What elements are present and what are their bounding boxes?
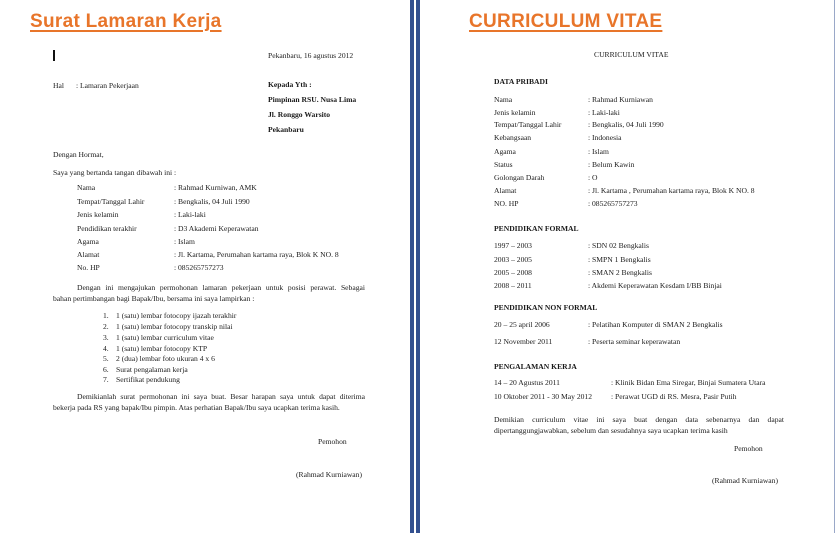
formal-school: : Akdemi Keperawatan Kesdam I/BB Binjai <box>588 281 722 290</box>
formal-school: : SMAN 2 Bengkalis <box>588 268 652 277</box>
experience-period: 10 Oktober 2011 - 30 May 2012 <box>494 392 593 401</box>
personal-label: Status <box>494 160 513 169</box>
identity-value: : 085265757273 <box>174 263 224 272</box>
attachment-number: 1. <box>103 311 109 320</box>
recipient-line: Pimpinan RSU. Nusa Lima <box>268 95 357 104</box>
attachment-number: 2. <box>103 322 109 331</box>
hal-value: : Lamaran Pekerjaan <box>76 81 139 90</box>
personal-label: NO. HP <box>494 199 519 208</box>
cv-closing-paragraph <box>494 415 784 436</box>
closing-line: Demikian curriculum vitae ini saya buat dengan data sebenarnya dan dapat <box>494 415 784 424</box>
personal-label: Kebangsaan <box>494 133 532 142</box>
attachment-item: 1 (satu) lembar curriculum vitae <box>116 333 214 342</box>
identity-label: Nama <box>77 183 96 192</box>
attachment-item: 2 (dua) lembar foto ukuran 4 x 6 <box>116 354 215 363</box>
personal-label: Nama <box>494 95 513 104</box>
attachment-number: 7. <box>103 375 109 384</box>
attachment-number: 4. <box>103 344 109 353</box>
body-line: bekerja pada RS yang bapak/Ibu pimpin. Atas perhatian Bapak/Ibu saya ucapkan terima kasih. <box>53 402 340 412</box>
identity-label: Tempat/Tanggal Lahir <box>77 197 145 206</box>
identity-value: : Islam <box>174 237 195 246</box>
attachment-number: 6. <box>103 365 109 374</box>
identity-label: Agama <box>77 237 99 246</box>
formal-period: 2008 – 2011 <box>494 281 532 290</box>
closing-line: dipertanggungjawabkan, sebelum dan sesudahnya saya ucapkan terima kasih <box>494 425 728 435</box>
section-title-formal: PENDIDIKAN FORMAL <box>494 224 579 233</box>
closing-word: Pemohon <box>318 437 347 446</box>
personal-value: : Jl. Kartama , Perumahan kartama raya, Blok K NO. 8 <box>588 186 755 195</box>
curriculum-vitae-page <box>420 0 835 533</box>
hal-label: Hal <box>53 81 64 90</box>
identity-label: Alamat <box>77 250 100 259</box>
identity-value: : D3 Akademi Keperawatan <box>174 224 259 233</box>
formal-period: 1997 – 2003 <box>494 241 532 250</box>
personal-value: : Islam <box>588 147 609 156</box>
formal-school: : SDN 02 Bengkalis <box>588 241 649 250</box>
formal-period: 2003 – 2005 <box>494 255 532 264</box>
identity-label: Jenis kelamin <box>77 210 119 219</box>
recipient-line: Pekanbaru <box>268 125 304 134</box>
body-line: Dengan ini mengajukan permohonan lamaran pekerjaan untuk posisi perawat. Sebagai <box>77 283 365 292</box>
personal-label: Golongan Darah <box>494 173 545 182</box>
attachment-item: 1 (satu) lembar fotocopy KTP <box>116 344 208 353</box>
experience-place: : Perawat UGD di RS. Mesra, Pasir Putih <box>611 392 737 401</box>
nonformal-activity: : Pelatihan Komputer di SMAN 2 Bengkalis <box>588 320 723 329</box>
page-separator <box>410 0 414 533</box>
text-cursor <box>53 50 55 61</box>
personal-label: Agama <box>494 147 516 156</box>
cv-heading: CURRICULUM VITAE <box>469 11 663 32</box>
personal-label: Alamat <box>494 186 517 195</box>
recipient-line: Jl. Ronggo Warsito <box>268 110 331 119</box>
nonformal-activity: : Peserta seminar keperawatan <box>588 337 681 346</box>
formal-school: : SMPN 1 Bengkalis <box>588 255 651 264</box>
personal-value: : Belum Kawin <box>588 160 635 169</box>
intro-line: Saya yang bertanda tangan dibawah ini : <box>53 168 177 177</box>
attachment-item: Surat pengalaman kerja <box>116 365 188 374</box>
section-title-personal: DATA PRIBADI <box>494 77 548 86</box>
personal-value: : Indonesia <box>588 133 622 142</box>
recipient-line: Kepada Yth : <box>268 80 312 89</box>
identity-value: : Jl. Kartama, Perumahan kartama raya, Blok K NO. 8 <box>174 250 339 259</box>
attachment-item: Sertifikat pendukung <box>116 375 180 384</box>
signature-name: (Rahmad Kurniawan) <box>296 470 363 479</box>
section-title-experience: PENGALAMAN KERJA <box>494 362 577 371</box>
identity-value: : Rahmad Kurniwan, AMK <box>174 183 257 192</box>
application-letter-page <box>0 0 410 533</box>
section-title-nonformal: PENDIDIKAN NON FORMAL <box>494 303 598 312</box>
experience-period: 14 – 20 Agustus 2011 <box>494 378 560 387</box>
identity-label: Pendidikan terakhir <box>77 224 137 233</box>
formal-period: 2005 – 2008 <box>494 268 532 277</box>
nonformal-period: 12 November 2011 <box>494 337 553 346</box>
cv-doc-title: CURRICULUM VITAE <box>594 50 669 59</box>
identity-value: : Laki-laki <box>174 210 206 219</box>
personal-value: : Rahmad Kurniawan <box>588 95 653 104</box>
attachment-number: 3. <box>103 333 109 342</box>
personal-value: : 085265757273 <box>588 199 638 208</box>
greeting: Dengan Hormat, <box>53 150 104 159</box>
personal-value: : O <box>588 173 598 182</box>
identity-value: : Bengkalis, 04 Juli 1990 <box>174 197 250 206</box>
identity-label: No. HP <box>77 263 100 272</box>
attachment-number: 5. <box>103 354 109 363</box>
body-line: Demikianlah surat permohonan ini saya buat. Besar harapan saya untuk dapat diterima <box>77 392 365 401</box>
experience-place: : Klinik Bidan Ema Siregar, Binjai Sumatera Utara <box>611 378 766 387</box>
attachment-item: 1 (satu) lembar fotocopy ijazah terakhir <box>116 311 237 320</box>
place-date: Pekanbaru, 16 agustus 2012 <box>268 51 354 60</box>
signature-name: (Rahmad Kurniawan) <box>712 476 779 485</box>
personal-label: Jenis kelamin <box>494 108 536 117</box>
personal-value: : Bengkalis, 04 Juli 1990 <box>588 120 664 129</box>
personal-value: : Laki-laki <box>588 108 620 117</box>
nonformal-period: 20 – 25 april 2006 <box>494 320 550 329</box>
body-line: bahan pertimbangan bagi Bapak/Ibu, bersama ini saya lampirkan : <box>53 293 255 303</box>
letter-heading: Surat Lamaran Kerja <box>30 11 222 32</box>
body-paragraph-2 <box>53 392 365 413</box>
closing-word: Pemohon <box>734 444 763 453</box>
personal-label: Tempat/Tanggal Lahir <box>494 120 562 129</box>
body-paragraph-1 <box>53 283 365 304</box>
attachment-item: 1 (satu) lembar fotocopy transkip nilai <box>116 322 233 331</box>
